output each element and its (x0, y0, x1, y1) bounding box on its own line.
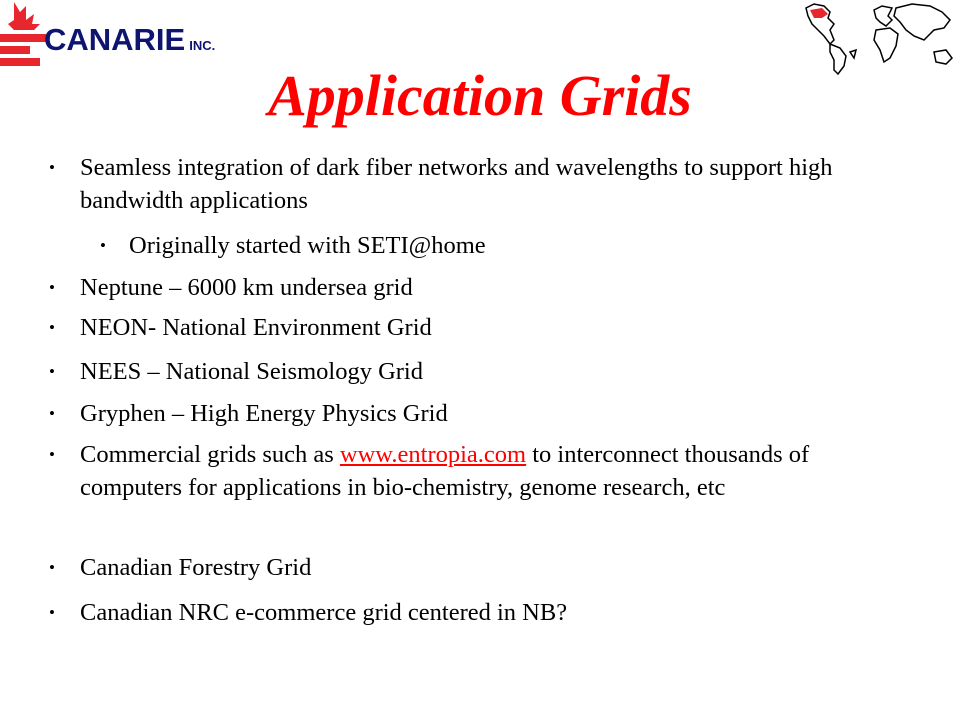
bullet-icon: • (49, 362, 55, 381)
bullet-item (49, 311, 910, 344)
slide-title: Application Grids (268, 63, 692, 128)
bullet-icon: • (49, 603, 55, 622)
bullet-text: Neptune – 6000 km undersea grid (80, 274, 413, 301)
bullet-text-after: to interconnect thousands of computers for applications in bio-chemistry, genome research, etc (80, 441, 810, 501)
bullet-icon: • (49, 278, 55, 297)
bullet-text: Gryphen – High Energy Physics Grid (80, 400, 448, 427)
bullet-item (49, 397, 910, 430)
bullet-text: Canadian NRC e-commerce grid centered in NB? (80, 599, 568, 626)
bullet-icon: • (49, 318, 55, 337)
bullet-text: Canadian Forestry Grid (80, 554, 312, 581)
bullet-item (49, 551, 910, 584)
sub-bullet-item (100, 229, 889, 262)
bullet-text: Seamless integration of dark fiber networks and wavelengths to support high bandwidth applications (80, 154, 833, 214)
bullet-text-before: Commercial grids such as (80, 441, 340, 468)
bullet-text: NEON- National Environment Grid (80, 314, 432, 341)
bullet-icon: • (49, 404, 55, 423)
bullet-text: Originally started with SETI@home (129, 232, 486, 259)
bullet-item (49, 596, 910, 629)
bullet-item (49, 151, 910, 217)
bullet-item (49, 355, 910, 388)
bullet-icon: • (49, 558, 55, 577)
bullet-icon: • (49, 445, 55, 464)
bullet-item (49, 271, 910, 304)
bullet-text: NEES – National Seismology Grid (80, 358, 423, 385)
logo-suffix: INC. (189, 38, 216, 53)
bullet-icon: • (49, 158, 55, 177)
logo-name: CANARIE (44, 22, 186, 57)
bullet-icon: • (100, 236, 106, 255)
bullet-item (49, 438, 910, 504)
entropia-link[interactable]: www.entropia.com (339, 441, 527, 468)
